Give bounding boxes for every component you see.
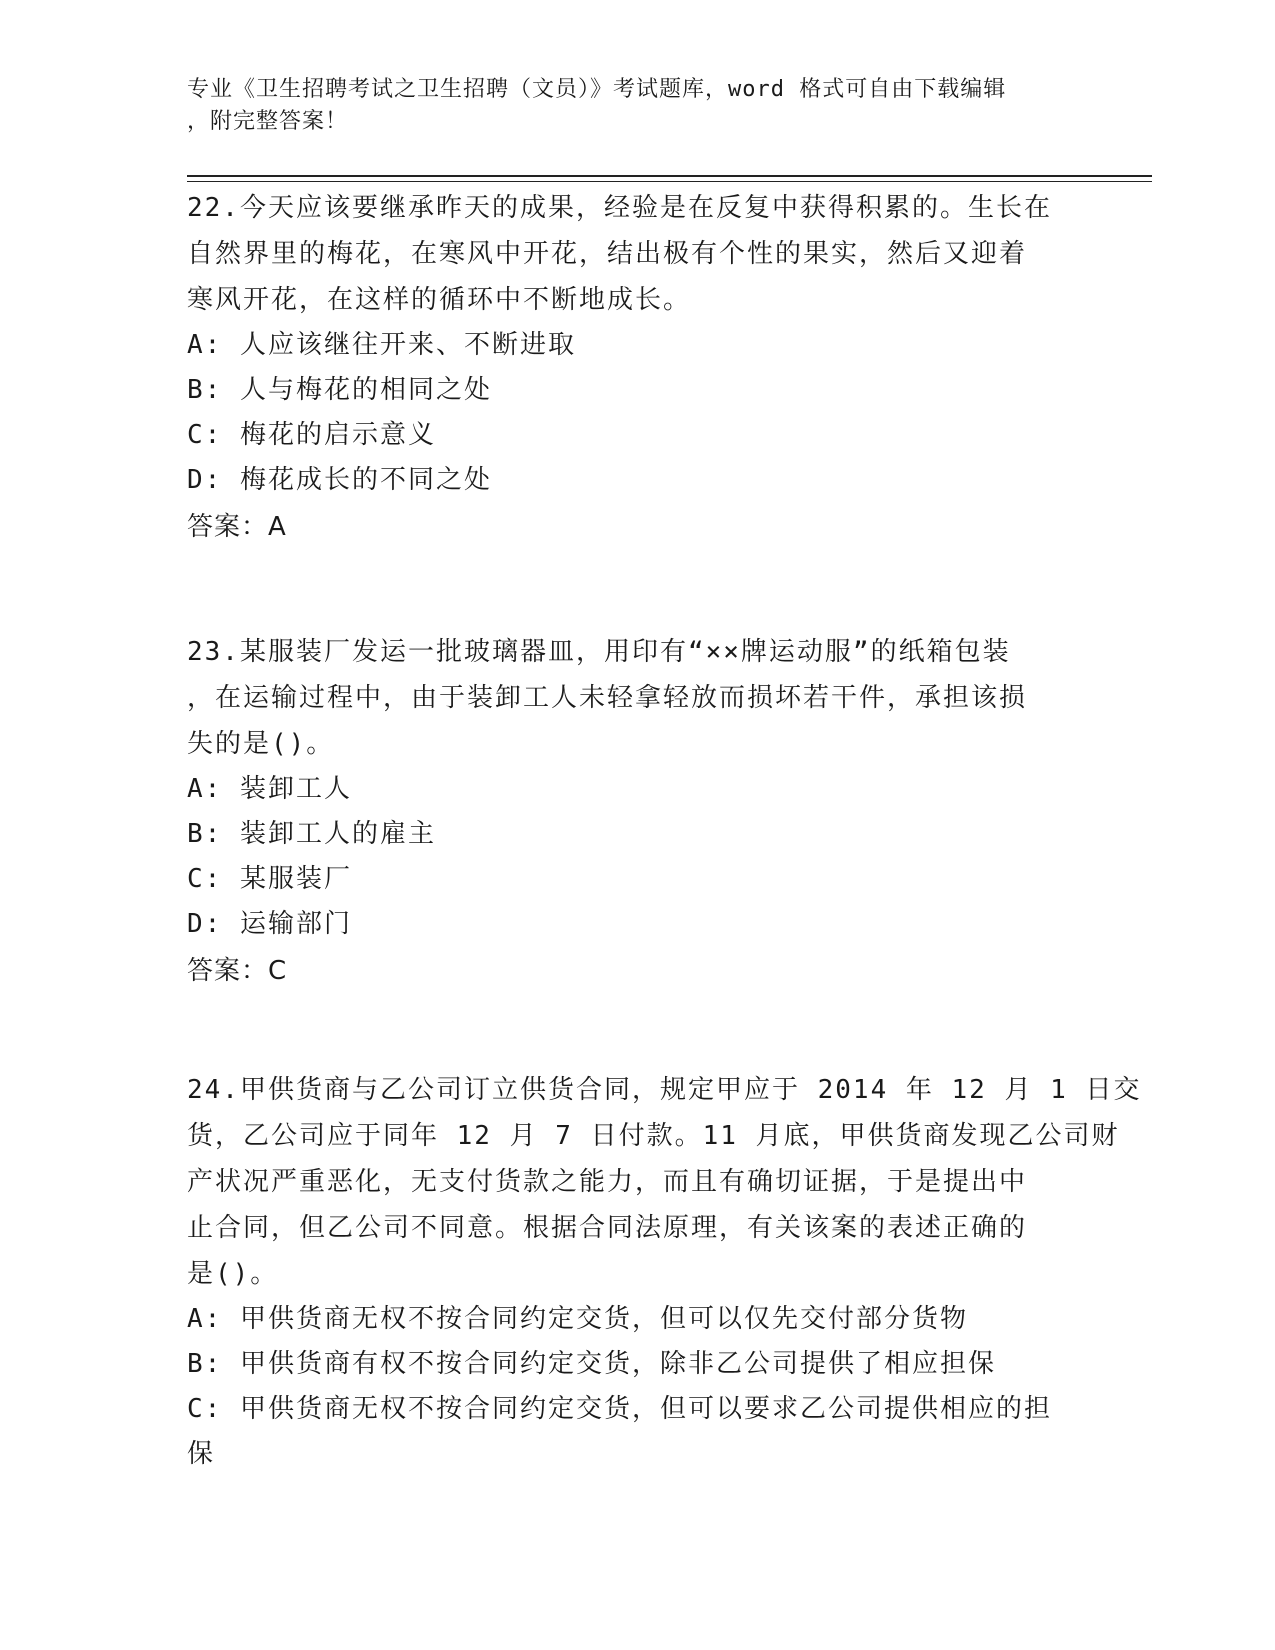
- question-text: 自然界里的梅花，在寒风中开花，结出极有个性的果实，然后又迎着: [187, 239, 1028, 269]
- question-24: [187, 1067, 1142, 1477]
- option-c: C: 某服装厂: [187, 864, 352, 894]
- header-line: ，附完整答案！: [187, 109, 349, 134]
- question-list: [187, 185, 1142, 1477]
- question-22: [187, 185, 1087, 551]
- question-text: ，在运输过程中，由于装卸工人未轻拿轻放而损坏若干件，承担该损: [187, 683, 1028, 713]
- question-text: 货，乙公司应于同年 12 月 7 日付款。11 月底，甲供货商发现乙公司财: [187, 1121, 1120, 1151]
- question-text: 止合同，但乙公司不同意。根据合同法原理，有关该案的表述正确的: [187, 1213, 1028, 1243]
- header-divider-thick: [187, 175, 1152, 177]
- option-a: A: 甲供货商无权不按合同约定交货，但可以仅先交付部分货物: [187, 1304, 968, 1334]
- header-line: 专业《卫生招聘考试之卫生招聘（文员）》考试题库，word 格式可自由下载编辑: [187, 77, 1007, 102]
- option-c: C: 甲供货商无权不按合同约定交货，但可以要求乙公司提供相应的担: [187, 1394, 1052, 1424]
- question-text: 产状况严重恶化，无支付货款之能力，而且有确切证据，于是提出中: [187, 1167, 1028, 1197]
- question-text: 23.某服装厂发运一批玻璃器皿，用印有“××牌运动服”的纸箱包装: [187, 637, 1011, 667]
- answer: 答案：C: [187, 956, 288, 986]
- option-a: A: 装卸工人: [187, 774, 352, 804]
- question-text: 寒风开花，在这样的循环中不断地成长。: [187, 285, 692, 315]
- option-b: B: 甲供货商有权不按合同约定交货，除非乙公司提供了相应担保: [187, 1349, 996, 1379]
- option-b: B: 人与梅花的相同之处: [187, 375, 492, 405]
- option-c: C: 梅花的启示意义: [187, 420, 436, 450]
- option-b: B: 装卸工人的雇主: [187, 819, 436, 849]
- option-d: D: 运输部门: [187, 909, 352, 939]
- question-text: 失的是()。: [187, 729, 335, 759]
- option-c-continued: 保: [187, 1439, 216, 1469]
- spacer: [187, 995, 1087, 1067]
- answer: 答案：A: [187, 512, 287, 542]
- question-text: 24.甲供货商与乙公司订立供货合同，规定甲应于 2014 年 12 月 1 日交: [187, 1075, 1142, 1105]
- header-divider-thin: [187, 181, 1152, 182]
- question-23: [187, 629, 1087, 995]
- option-d: D: 梅花成长的不同之处: [187, 465, 492, 495]
- spacer: [187, 551, 1087, 629]
- option-a: A: 人应该继往开来、不断进取: [187, 330, 576, 360]
- question-text: 是()。: [187, 1259, 279, 1289]
- document-header: [187, 74, 1067, 138]
- question-text: 22.今天应该要继承昨天的成果，经验是在反复中获得积累的。生长在: [187, 193, 1052, 223]
